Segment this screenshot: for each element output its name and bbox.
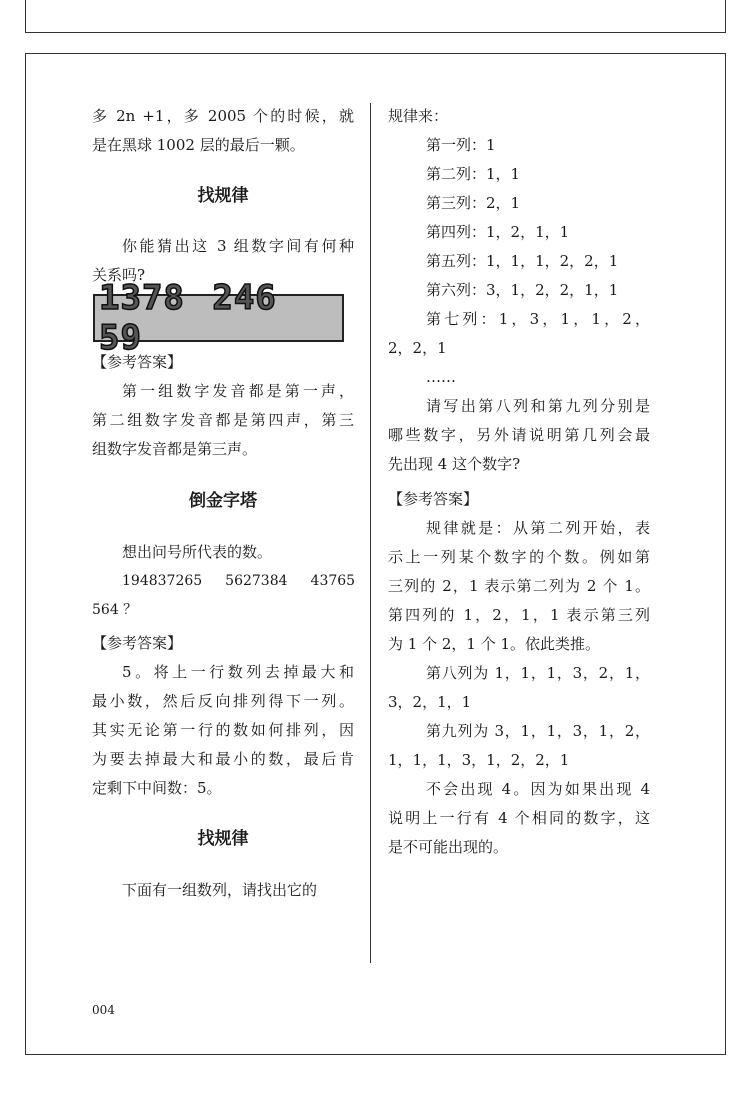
answer-line: 三列的 2，1 表示第二列为 2 个 1。	[388, 577, 650, 595]
answer-line: 第一组数字发音都是第一声，	[122, 382, 354, 400]
sequence-line: 第三列：2，1	[426, 194, 521, 212]
column-divider	[370, 103, 371, 963]
question-line: 下面有一组数列，请找出它的	[122, 881, 318, 899]
answer-line: 说明上一行有 4 个相同的数字，这	[388, 809, 650, 827]
question-line: 哪些数字，另外请说明第几列会最	[388, 426, 650, 444]
sequence-line: 第七列：1，3，1，1，2，	[426, 310, 650, 328]
number-row: 564 ？	[92, 602, 138, 618]
sequence-line: 第六列：3，1，2，2，1，1	[426, 281, 619, 299]
sequence-line: 第一列：1	[426, 136, 496, 154]
question-line: 请写出第八列和第九列分别是	[426, 397, 650, 415]
answer-line: 1，1，1，3，1，2，2，1	[388, 751, 570, 769]
question-line: 想出问号所代表的数。	[122, 543, 273, 561]
page-number: 004	[92, 1003, 115, 1017]
number: 194837265	[122, 573, 203, 589]
answer-label: 【参考答案】	[388, 490, 479, 508]
answer-line: 5。将上一行数列去掉最大和	[122, 663, 354, 681]
answer-line: 其实无论第一行的数如何排列，因	[92, 721, 354, 739]
answer-line: 第四列的 1，2，1，1 表示第三列	[388, 606, 650, 624]
section-heading: 倒金字塔	[189, 491, 257, 511]
sequence-line: 2，2，1	[388, 339, 447, 357]
answer-line: 是不可能出现的。	[388, 838, 509, 856]
ellipsis: ……	[426, 368, 456, 386]
paragraph-line: 多 2n +1，多 2005 个的时候，就	[92, 107, 354, 125]
answer-line: 组数字发音都是第三声。	[92, 440, 258, 458]
section-heading: 找规律	[197, 186, 249, 206]
answer-line: 规律就是：从第二列开始，表	[426, 519, 650, 537]
question-line: 先出现 4 这个数字?	[388, 455, 521, 473]
right-column	[388, 102, 650, 862]
paragraph-line: 是在黑球 1002 层的最后一颗。	[92, 136, 305, 154]
answer-label: 【参考答案】	[92, 353, 183, 371]
paragraph-line: 规律来：	[388, 107, 449, 125]
answer-line: 为 1 个 2，1 个 1。依此类推。	[388, 635, 601, 653]
sequence-line: 第二列：1，1	[426, 165, 521, 183]
sequence-line: 第四列：1，2，1，1	[426, 223, 570, 241]
answer-line: 定剩下中间数：5。	[92, 779, 222, 797]
answer-line: 不会出现 4。因为如果出现 4	[426, 780, 650, 798]
left-column	[92, 102, 354, 905]
number: 43765	[310, 573, 356, 589]
sequence-line: 第五列：1，1，1，2，2，1	[426, 252, 619, 270]
question-line: 关系吗?	[92, 266, 146, 284]
section-heading: 找规律	[197, 829, 249, 849]
answer-line: 第九列为 3，1，1，3，1，2，	[426, 722, 650, 740]
digits-text: 1378 246 59	[99, 278, 277, 358]
answer-line: 最小数，然后反向排列得下一列。	[92, 692, 354, 710]
number-row	[92, 567, 354, 596]
answer-line: 示上一列某个数字的个数。例如第	[388, 548, 650, 566]
number: 5627384	[225, 573, 288, 589]
answer-label: 【参考答案】	[92, 634, 183, 652]
answer-line: 第二组数字发音都是第四声，第三	[92, 411, 354, 429]
question-line: 你能猜出这 3 组数字间有何种	[122, 237, 354, 255]
top-frame	[25, 0, 726, 33]
answer-line: 第八列为 1，1，1，3，2，1，	[426, 664, 650, 682]
digits-image	[93, 278, 344, 358]
answer-line: 3，2，1，1	[388, 693, 472, 711]
answer-line: 为要去掉最大和最小的数，最后肯	[92, 750, 354, 768]
